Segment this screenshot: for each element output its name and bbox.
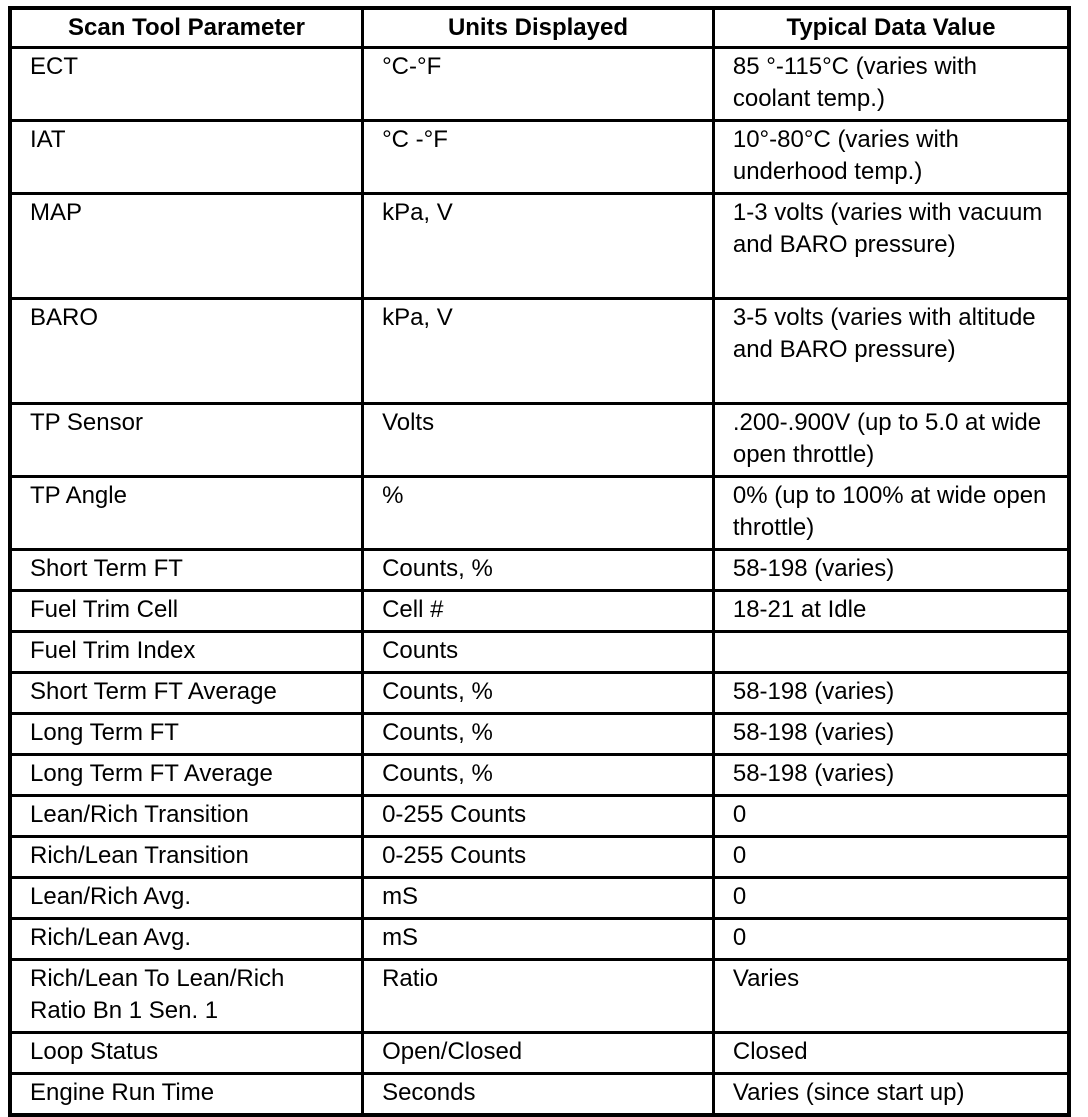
param-cell: Long Term FT	[10, 714, 363, 755]
param-cell: Rich/Lean Transition	[10, 837, 363, 878]
units-cell: Cell #	[363, 591, 714, 632]
param-cell: Lean/Rich Transition	[10, 796, 363, 837]
value-cell: 0	[713, 796, 1069, 837]
param-cell: TP Sensor	[10, 404, 363, 477]
table-row	[10, 960, 1069, 1033]
units-cell: Ratio	[363, 960, 714, 1033]
param-cell: IAT	[10, 121, 363, 194]
param-cell: ECT	[10, 48, 363, 121]
table-row	[10, 121, 1069, 194]
units-cell: mS	[363, 878, 714, 919]
param-cell: Long Term FT Average	[10, 755, 363, 796]
table-row	[10, 796, 1069, 837]
param-cell: Engine Run Time	[10, 1074, 363, 1116]
units-cell: mS	[363, 919, 714, 960]
table-row	[10, 837, 1069, 878]
header-typical-value: Typical Data Value	[713, 8, 1069, 48]
table-row	[10, 194, 1069, 299]
units-cell: %	[363, 477, 714, 550]
param-cell: Short Term FT	[10, 550, 363, 591]
table-row	[10, 591, 1069, 632]
table-row	[10, 632, 1069, 673]
header-parameter: Scan Tool Parameter	[10, 8, 363, 48]
value-cell	[713, 632, 1069, 673]
table-row	[10, 404, 1069, 477]
value-cell: Varies (since start up)	[713, 1074, 1069, 1116]
param-cell: Rich/Lean Avg.	[10, 919, 363, 960]
value-cell: Closed	[713, 1033, 1069, 1074]
value-cell: 18-21 at Idle	[713, 591, 1069, 632]
units-cell: °C-°F	[363, 48, 714, 121]
table-row	[10, 1074, 1069, 1116]
value-cell: Varies	[713, 960, 1069, 1033]
table-row	[10, 550, 1069, 591]
table-row	[10, 673, 1069, 714]
value-cell: 58-198 (varies)	[713, 673, 1069, 714]
table-row	[10, 714, 1069, 755]
param-cell: Rich/Lean To Lean/Rich Ratio Bn 1 Sen. 1	[10, 960, 363, 1033]
param-cell: Fuel Trim Cell	[10, 591, 363, 632]
table-row	[10, 1033, 1069, 1074]
units-cell: kPa, V	[363, 299, 714, 404]
units-cell: 0-255 Counts	[363, 837, 714, 878]
param-cell: BARO	[10, 299, 363, 404]
table-row	[10, 299, 1069, 404]
param-cell: Fuel Trim Index	[10, 632, 363, 673]
param-cell: TP Angle	[10, 477, 363, 550]
units-cell: Counts, %	[363, 714, 714, 755]
value-cell: 3-5 volts (varies with altitude and BARO pressure)	[713, 299, 1069, 404]
param-cell: Lean/Rich Avg.	[10, 878, 363, 919]
param-cell: MAP	[10, 194, 363, 299]
scan-tool-data-table	[8, 6, 1071, 1117]
table-row	[10, 755, 1069, 796]
table-row	[10, 477, 1069, 550]
param-cell: Short Term FT Average	[10, 673, 363, 714]
value-cell: 58-198 (varies)	[713, 714, 1069, 755]
units-cell: 0-255 Counts	[363, 796, 714, 837]
units-cell: Counts, %	[363, 755, 714, 796]
param-cell: Loop Status	[10, 1033, 363, 1074]
value-cell: 10°-80°C (varies with underhood temp.)	[713, 121, 1069, 194]
value-cell: 1-3 volts (varies with vacuum and BARO pressure)	[713, 194, 1069, 299]
table-row	[10, 919, 1069, 960]
table-row	[10, 878, 1069, 919]
units-cell: Seconds	[363, 1074, 714, 1116]
value-cell: 85 °-115°C (varies with coolant temp.)	[713, 48, 1069, 121]
value-cell: 58-198 (varies)	[713, 550, 1069, 591]
table-row	[10, 48, 1069, 121]
units-cell: Counts, %	[363, 550, 714, 591]
value-cell: 0	[713, 919, 1069, 960]
units-cell: Volts	[363, 404, 714, 477]
units-cell: Open/Closed	[363, 1033, 714, 1074]
value-cell: .200-.900V (up to 5.0 at wide open throttle)	[713, 404, 1069, 477]
value-cell: 0	[713, 837, 1069, 878]
value-cell: 0% (up to 100% at wide open throttle)	[713, 477, 1069, 550]
units-cell: °C -°F	[363, 121, 714, 194]
header-units: Units Displayed	[363, 8, 714, 48]
units-cell: Counts	[363, 632, 714, 673]
units-cell: kPa, V	[363, 194, 714, 299]
value-cell: 58-198 (varies)	[713, 755, 1069, 796]
value-cell: 0	[713, 878, 1069, 919]
header-row	[10, 8, 1069, 48]
units-cell: Counts, %	[363, 673, 714, 714]
